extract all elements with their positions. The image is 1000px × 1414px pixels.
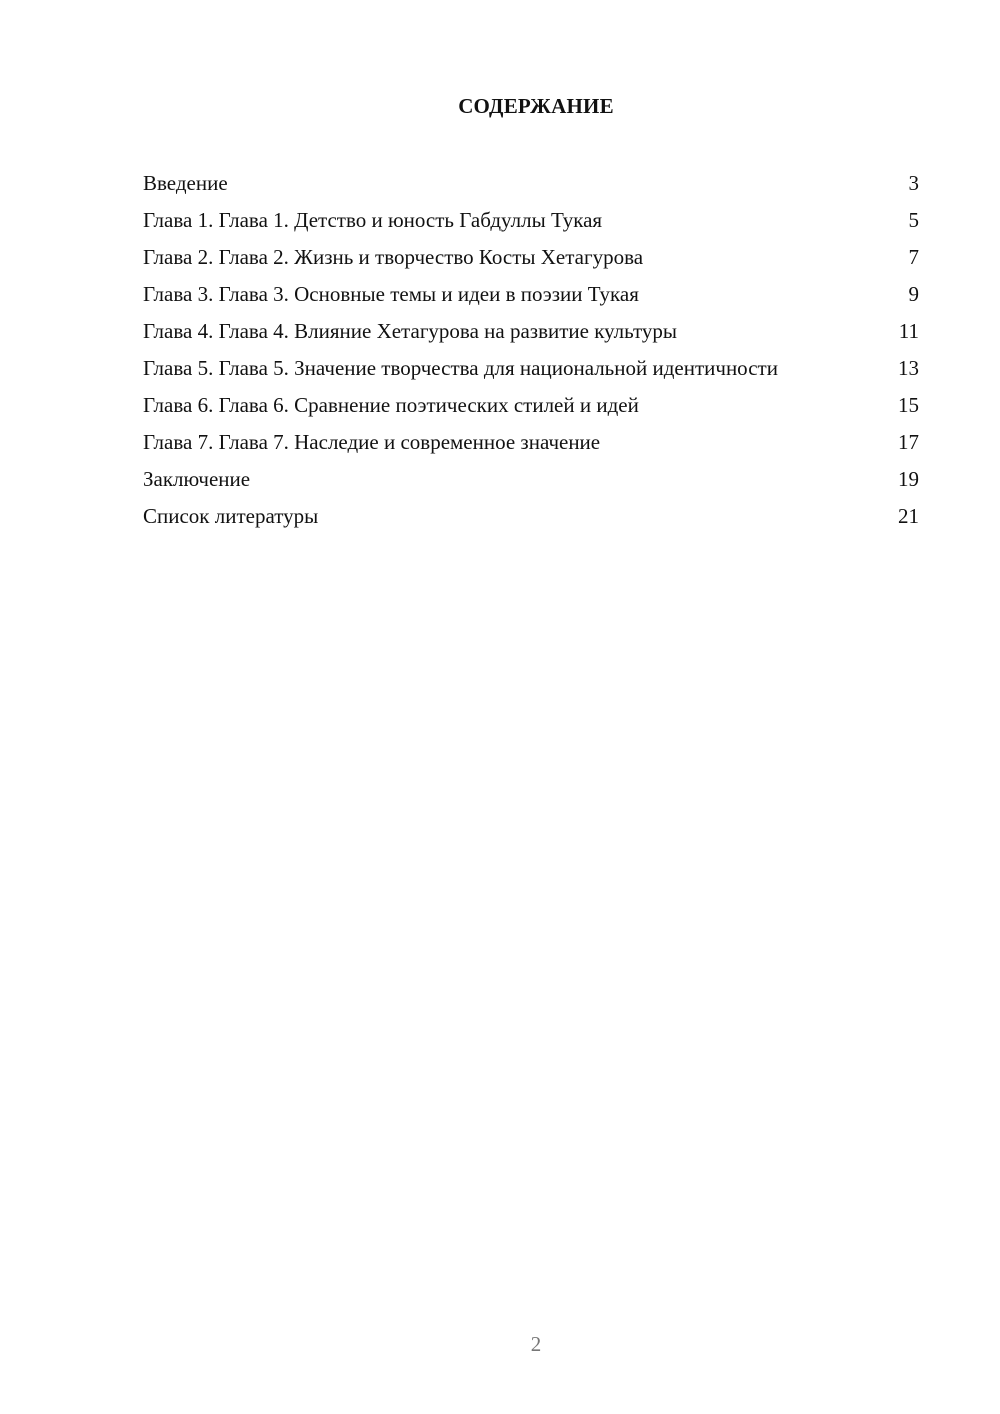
toc-entry-chapter-7[interactable] xyxy=(143,429,919,456)
toc-entry-page: 9 xyxy=(908,282,919,306)
toc-entry-page: 13 xyxy=(898,356,919,380)
page-title: СОДЕРЖАНИЕ xyxy=(458,94,614,118)
toc-entry-page: 3 xyxy=(908,171,919,195)
toc-entry-title: Список литературы xyxy=(143,504,319,528)
toc-entry-page: 15 xyxy=(898,393,919,417)
toc-entry-title: Глава 3. Глава 3. Основные темы и идеи в поэзии Тукая xyxy=(143,282,639,306)
toc-entry-title: Заключение xyxy=(143,467,251,491)
page-number: 2 xyxy=(530,1332,542,1356)
toc-entry-chapter-2[interactable] xyxy=(143,244,919,271)
toc-entry-chapter-1[interactable] xyxy=(143,207,919,234)
toc-entry-conclusion[interactable] xyxy=(143,466,919,493)
toc-entry-chapter-5[interactable] xyxy=(143,355,919,382)
toc-entry-title: Введение xyxy=(143,171,228,195)
toc-entry-page: 7 xyxy=(908,245,919,269)
toc-entry-chapter-6[interactable] xyxy=(143,392,919,419)
toc-entry-title: Глава 6. Глава 6. Сравнение поэтических стилей и идей xyxy=(143,393,639,417)
toc-entry-page: 11 xyxy=(898,319,919,343)
toc-entry-chapter-4[interactable] xyxy=(143,318,919,345)
toc-entry-title: Глава 4. Глава 4. Влияние Хетагурова на развитие культуры xyxy=(143,319,677,343)
toc-entry-title: Глава 5. Глава 5. Значение творчества для национальной идентичности xyxy=(143,356,778,380)
toc-entry-page: 5 xyxy=(908,208,919,232)
toc-entry-chapter-3[interactable] xyxy=(143,281,919,308)
toc-entry-references[interactable] xyxy=(143,503,919,530)
toc-entry-title: Глава 1. Глава 1. Детство и юность Габдуллы Тукая xyxy=(143,208,603,232)
toc-entry-title: Глава 2. Глава 2. Жизнь и творчество Косты Хетагурова xyxy=(143,245,644,269)
toc-entry-page: 17 xyxy=(898,430,919,454)
toc-entry-page: 19 xyxy=(898,467,919,491)
toc-entry-introduction[interactable] xyxy=(143,170,919,197)
toc-entry-title: Глава 7. Глава 7. Наследие и современное значение xyxy=(143,430,601,454)
toc-entry-page: 21 xyxy=(898,504,919,528)
table-of-contents xyxy=(143,170,919,540)
